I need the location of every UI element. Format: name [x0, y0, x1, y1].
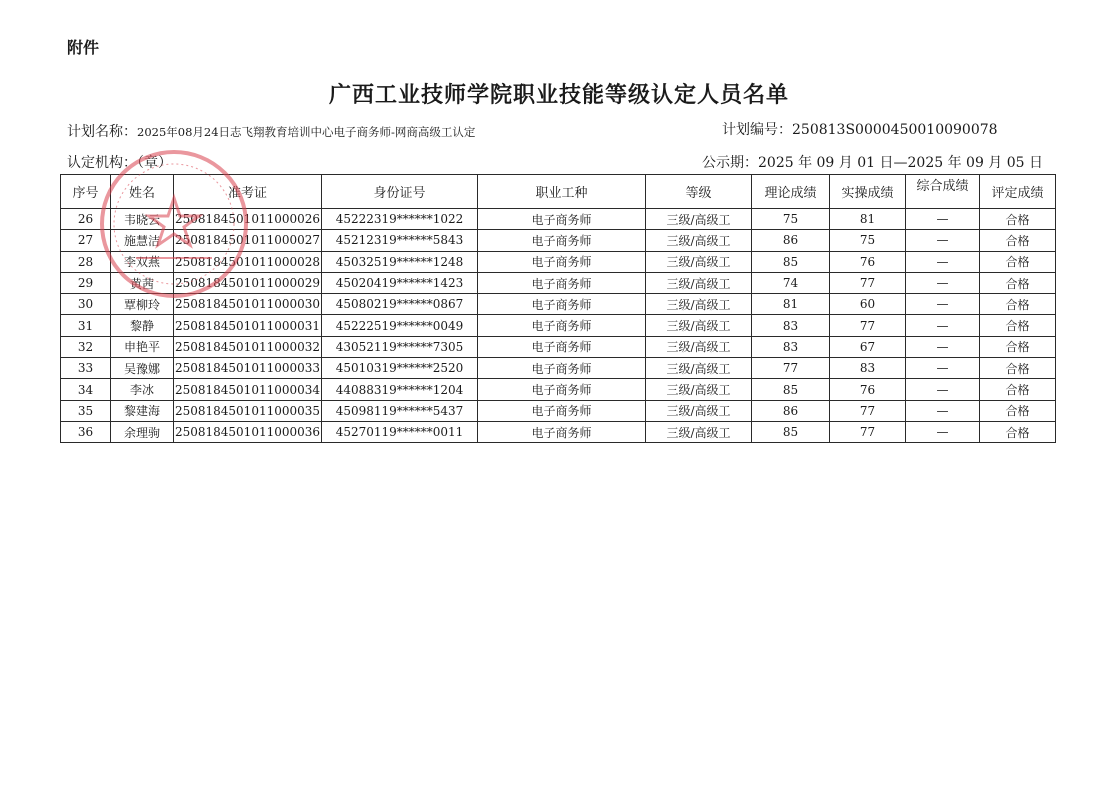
cell-level: 三级/高级工 [646, 421, 752, 442]
cell-practical-score: 83 [830, 358, 906, 379]
cell-seq: 33 [61, 358, 111, 379]
cell-name: 覃柳玲 [111, 294, 174, 315]
table-row [61, 421, 1056, 442]
cell-theory-score: 85 [752, 251, 830, 272]
table-row [61, 251, 1056, 272]
certification-org [67, 152, 172, 172]
plan-number [722, 119, 998, 139]
cell-name: 施慧洁 [111, 230, 174, 251]
header-practical-score: 实操成绩 [830, 175, 906, 209]
table-row [61, 230, 1056, 251]
cell-final-result: 合格 [980, 209, 1056, 230]
roster-table [60, 174, 1056, 443]
org-seal-text: （章） [137, 155, 172, 171]
cell-composite-score: — [906, 272, 980, 293]
cell-seq: 28 [61, 251, 111, 272]
table-body [61, 209, 1056, 443]
cell-level: 三级/高级工 [646, 230, 752, 251]
header-name: 姓名 [111, 175, 174, 209]
cell-name: 吴豫娜 [111, 358, 174, 379]
cell-composite-score: — [906, 251, 980, 272]
table-row [61, 315, 1056, 336]
plan-number-label: 计划编号： [722, 122, 792, 138]
cell-exam-ticket: 2508184501011000036 [174, 421, 322, 442]
cell-id-number: 45010319******2520 [322, 358, 478, 379]
cell-composite-score: — [906, 358, 980, 379]
cell-occupation: 电子商务师 [478, 358, 646, 379]
header-theory-score: 理论成绩 [752, 175, 830, 209]
cell-name: 李双燕 [111, 251, 174, 272]
table-row [61, 209, 1056, 230]
cell-id-number: 45212319******5843 [322, 230, 478, 251]
cell-exam-ticket: 2508184501011000031 [174, 315, 322, 336]
cell-level: 三级/高级工 [646, 209, 752, 230]
cell-name: 李冰 [111, 379, 174, 400]
publicity-period: 公示期：2025 年 09 月 01 日—2025 年 09 月 05 日 [702, 155, 1044, 171]
cell-final-result: 合格 [980, 315, 1056, 336]
table-row [61, 336, 1056, 357]
plan-number-value: 250813S0000450010090078 [792, 122, 998, 138]
cell-seq: 36 [61, 421, 111, 442]
cell-exam-ticket: 2508184501011000026 [174, 209, 322, 230]
table-row [61, 358, 1056, 379]
cell-theory-score: 83 [752, 315, 830, 336]
cell-theory-score: 74 [752, 272, 830, 293]
cell-practical-score: 76 [830, 379, 906, 400]
cell-seq: 30 [61, 294, 111, 315]
cell-exam-ticket: 2508184501011000030 [174, 294, 322, 315]
cell-composite-score: — [906, 230, 980, 251]
cell-exam-ticket: 2508184501011000029 [174, 272, 322, 293]
cell-occupation: 电子商务师 [478, 400, 646, 421]
table-row [61, 294, 1056, 315]
cell-composite-score: — [906, 379, 980, 400]
cell-final-result: 合格 [980, 358, 1056, 379]
cell-exam-ticket: 2508184501011000034 [174, 379, 322, 400]
document-title: 广西工业技师学院职业技能等级认定人员名单 [328, 82, 789, 108]
cell-name: 黄茜 [111, 272, 174, 293]
cell-composite-score: — [906, 421, 980, 442]
cell-occupation: 电子商务师 [478, 272, 646, 293]
cell-name: 余理驹 [111, 421, 174, 442]
cell-occupation: 电子商务师 [478, 421, 646, 442]
cell-composite-score: — [906, 400, 980, 421]
cell-practical-score: 67 [830, 336, 906, 357]
cell-occupation: 电子商务师 [478, 315, 646, 336]
cell-final-result: 合格 [980, 400, 1056, 421]
cell-occupation: 电子商务师 [478, 251, 646, 272]
cell-composite-score: — [906, 315, 980, 336]
cell-seq: 26 [61, 209, 111, 230]
cell-theory-score: 86 [752, 400, 830, 421]
cell-occupation: 电子商务师 [478, 336, 646, 357]
cell-id-number: 43052119******7305 [322, 336, 478, 357]
cell-level: 三级/高级工 [646, 272, 752, 293]
header-seq: 序号 [61, 175, 111, 209]
table-header-row [61, 175, 1056, 209]
table-row [61, 272, 1056, 293]
cell-seq: 35 [61, 400, 111, 421]
cell-seq: 27 [61, 230, 111, 251]
cell-level: 三级/高级工 [646, 358, 752, 379]
cell-occupation: 电子商务师 [478, 230, 646, 251]
cell-seq: 31 [61, 315, 111, 336]
cell-id-number: 45020419******1423 [322, 272, 478, 293]
cell-theory-score: 77 [752, 358, 830, 379]
cell-theory-score: 85 [752, 421, 830, 442]
cell-exam-ticket: 2508184501011000035 [174, 400, 322, 421]
cell-composite-score: — [906, 336, 980, 357]
cell-name: 黎静 [111, 315, 174, 336]
plan-name-value: 2025年08月24日志飞翔教育培训中心电子商务师-网商高级工认定 [137, 125, 476, 139]
header-exam-ticket: 准考证 [174, 175, 322, 209]
cell-level: 三级/高级工 [646, 294, 752, 315]
cell-id-number: 45080219******0867 [322, 294, 478, 315]
cell-exam-ticket: 2508184501011000028 [174, 251, 322, 272]
cell-final-result: 合格 [980, 379, 1056, 400]
cell-occupation: 电子商务师 [478, 379, 646, 400]
cell-theory-score: 83 [752, 336, 830, 357]
cell-final-result: 合格 [980, 230, 1056, 251]
cell-composite-score: — [906, 209, 980, 230]
cell-seq: 34 [61, 379, 111, 400]
cell-id-number: 45032519******1248 [322, 251, 478, 272]
cell-practical-score: 60 [830, 294, 906, 315]
cell-practical-score: 77 [830, 421, 906, 442]
cell-level: 三级/高级工 [646, 251, 752, 272]
header-occupation: 职业工种 [478, 175, 646, 209]
cell-final-result: 合格 [980, 251, 1056, 272]
table-row [61, 379, 1056, 400]
cell-level: 三级/高级工 [646, 336, 752, 357]
cell-exam-ticket: 2508184501011000033 [174, 358, 322, 379]
cell-practical-score: 77 [830, 272, 906, 293]
cell-occupation: 电子商务师 [478, 294, 646, 315]
cell-occupation: 电子商务师 [478, 209, 646, 230]
header-level: 等级 [646, 175, 752, 209]
cell-final-result: 合格 [980, 336, 1056, 357]
cell-id-number: 45222519******0049 [322, 315, 478, 336]
cell-name: 韦晓云 [111, 209, 174, 230]
cell-id-number: 45098119******5437 [322, 400, 478, 421]
cell-exam-ticket: 2508184501011000027 [174, 230, 322, 251]
plan-name [67, 121, 475, 141]
cell-name: 申艳平 [111, 336, 174, 357]
header-final-result: 评定成绩 [980, 175, 1056, 209]
cell-id-number: 44088319******1204 [322, 379, 478, 400]
cell-practical-score: 76 [830, 251, 906, 272]
cell-practical-score: 77 [830, 315, 906, 336]
cell-id-number: 45270119******0011 [322, 421, 478, 442]
cell-exam-ticket: 2508184501011000032 [174, 336, 322, 357]
header-id-number: 身份证号 [322, 175, 478, 209]
table-row [61, 400, 1056, 421]
cell-seq: 29 [61, 272, 111, 293]
cell-theory-score: 81 [752, 294, 830, 315]
cell-level: 三级/高级工 [646, 400, 752, 421]
header-composite-score: 综合成绩 [906, 175, 980, 209]
cell-id-number: 45222319******1022 [322, 209, 478, 230]
cell-level: 三级/高级工 [646, 315, 752, 336]
cell-name: 黎建海 [111, 400, 174, 421]
cell-practical-score: 81 [830, 209, 906, 230]
attachment-label: 附件 [67, 38, 100, 57]
cell-final-result: 合格 [980, 272, 1056, 293]
plan-name-label: 计划名称： [67, 124, 137, 140]
org-label: 认定机构： [67, 155, 137, 171]
cell-practical-score: 77 [830, 400, 906, 421]
cell-theory-score: 75 [752, 209, 830, 230]
cell-level: 三级/高级工 [646, 379, 752, 400]
cell-composite-score: — [906, 294, 980, 315]
cell-seq: 32 [61, 336, 111, 357]
cell-final-result: 合格 [980, 294, 1056, 315]
cell-theory-score: 85 [752, 379, 830, 400]
cell-practical-score: 75 [830, 230, 906, 251]
cell-final-result: 合格 [980, 421, 1056, 442]
cell-theory-score: 86 [752, 230, 830, 251]
